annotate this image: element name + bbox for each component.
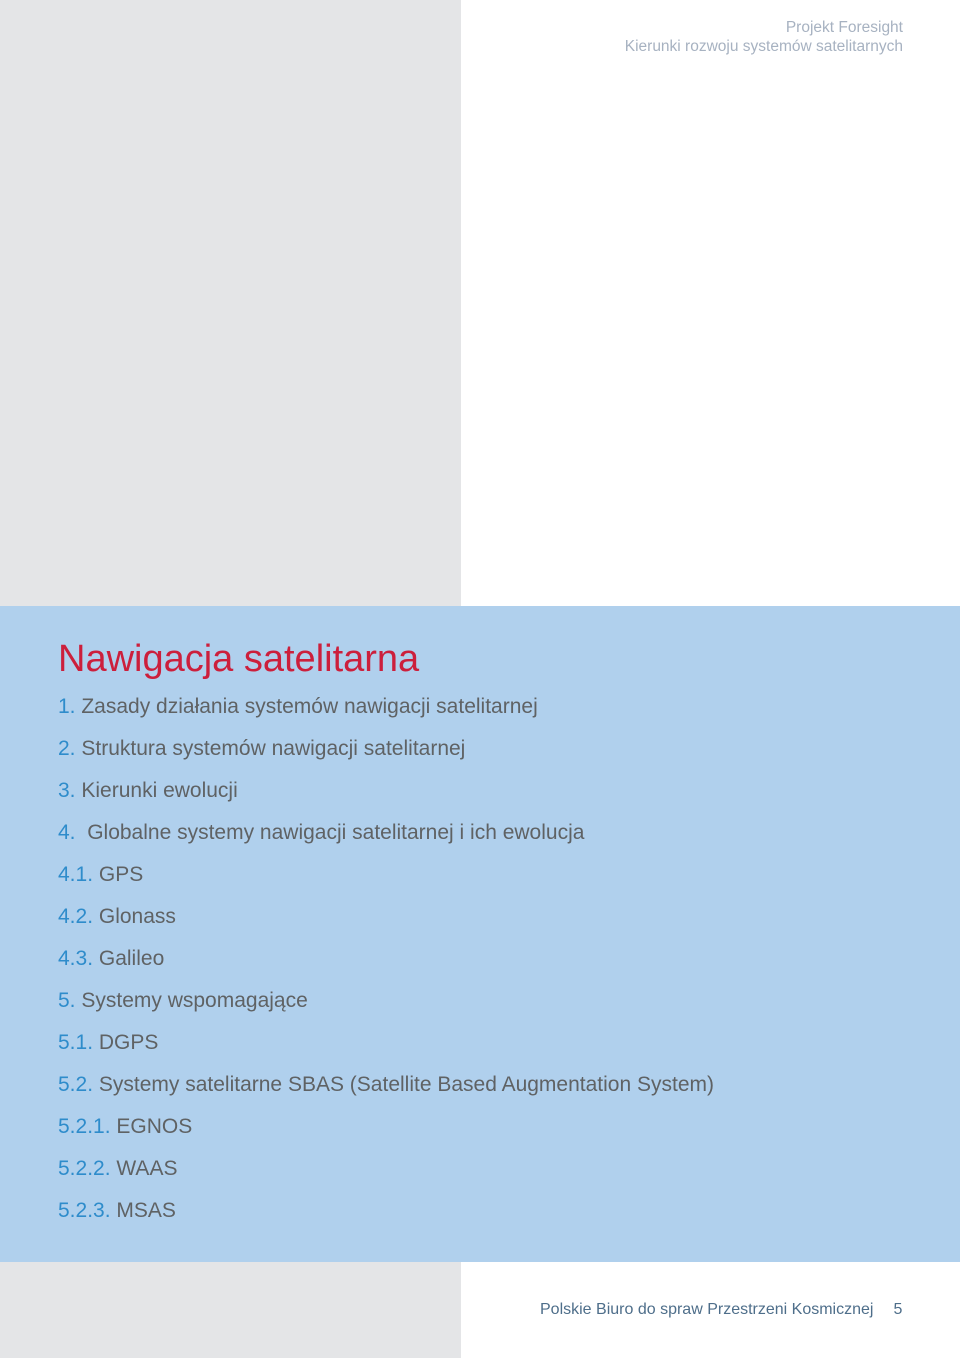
header-document-title: Kierunki rozwoju systemów satelitarnych [624,38,903,55]
decorative-grey-panel-bottom [0,1262,461,1358]
header-project-name: Projekt Foresight [785,19,903,36]
toc-item-number: 5. [58,989,76,1012]
toc-item-number: 3. [58,779,76,802]
toc-item [58,984,714,1026]
toc-item [58,1194,714,1236]
toc-item-number: 1. [58,695,76,718]
toc-item-number: 2. [58,737,76,760]
toc-item-number: 5.2.2. [58,1157,111,1180]
toc-item [58,816,714,858]
toc-title: Nawigacja satelitarna [58,638,420,680]
toc-item-number: 4.2. [58,905,94,928]
toc-item [58,690,714,732]
toc-item-number: 4. [58,821,76,844]
toc-item-text: EGNOS [116,1115,193,1138]
toc-item-text: MSAS [116,1199,176,1222]
toc-item-number: 5.1. [58,1031,94,1054]
toc-item [58,900,714,942]
toc-item-number: 5.2. [58,1073,94,1096]
toc-item-text: Globalne systemy nawigacji satelitarnej i ich ewolucja [87,821,585,844]
table-of-contents [58,690,714,1236]
toc-item-text: GPS [98,863,144,886]
toc-item-number: 4.1. [58,863,94,886]
toc-item-text: Glonass [98,905,176,928]
toc-item [58,774,714,816]
toc-item-text: DGPS [98,1031,159,1054]
running-header [625,18,903,56]
toc-item-number: 4.3. [58,947,94,970]
toc-item-text: Struktura systemów nawigacji satelitarnej [81,737,466,760]
toc-item [58,1068,714,1110]
toc-item-number: 5.2.1. [58,1115,111,1138]
toc-item-text: Systemy satelitarne SBAS (Satellite Based Augmentation System) [98,1073,714,1096]
toc-item-text: Systemy wspomagające [81,989,308,1012]
toc-item-text: WAAS [116,1157,178,1180]
toc-item [58,732,714,774]
toc-item [58,1110,714,1152]
toc-item-text: Kierunki ewolucji [81,779,238,802]
page-number: 5 [893,1301,903,1318]
toc-item [58,858,714,900]
page-footer [540,1301,902,1319]
toc-item-text: Galileo [98,947,165,970]
toc-item-text: Zasady działania systemów nawigacji satelitarnej [81,695,538,718]
footer-publisher: Polskie Biuro do spraw Przestrzeni Kosmicznej [540,1301,874,1318]
toc-item-number: 5.2.3. [58,1199,111,1222]
toc-item [58,1152,714,1194]
decorative-grey-panel-top [0,0,461,606]
toc-item [58,942,714,984]
toc-item [58,1026,714,1068]
